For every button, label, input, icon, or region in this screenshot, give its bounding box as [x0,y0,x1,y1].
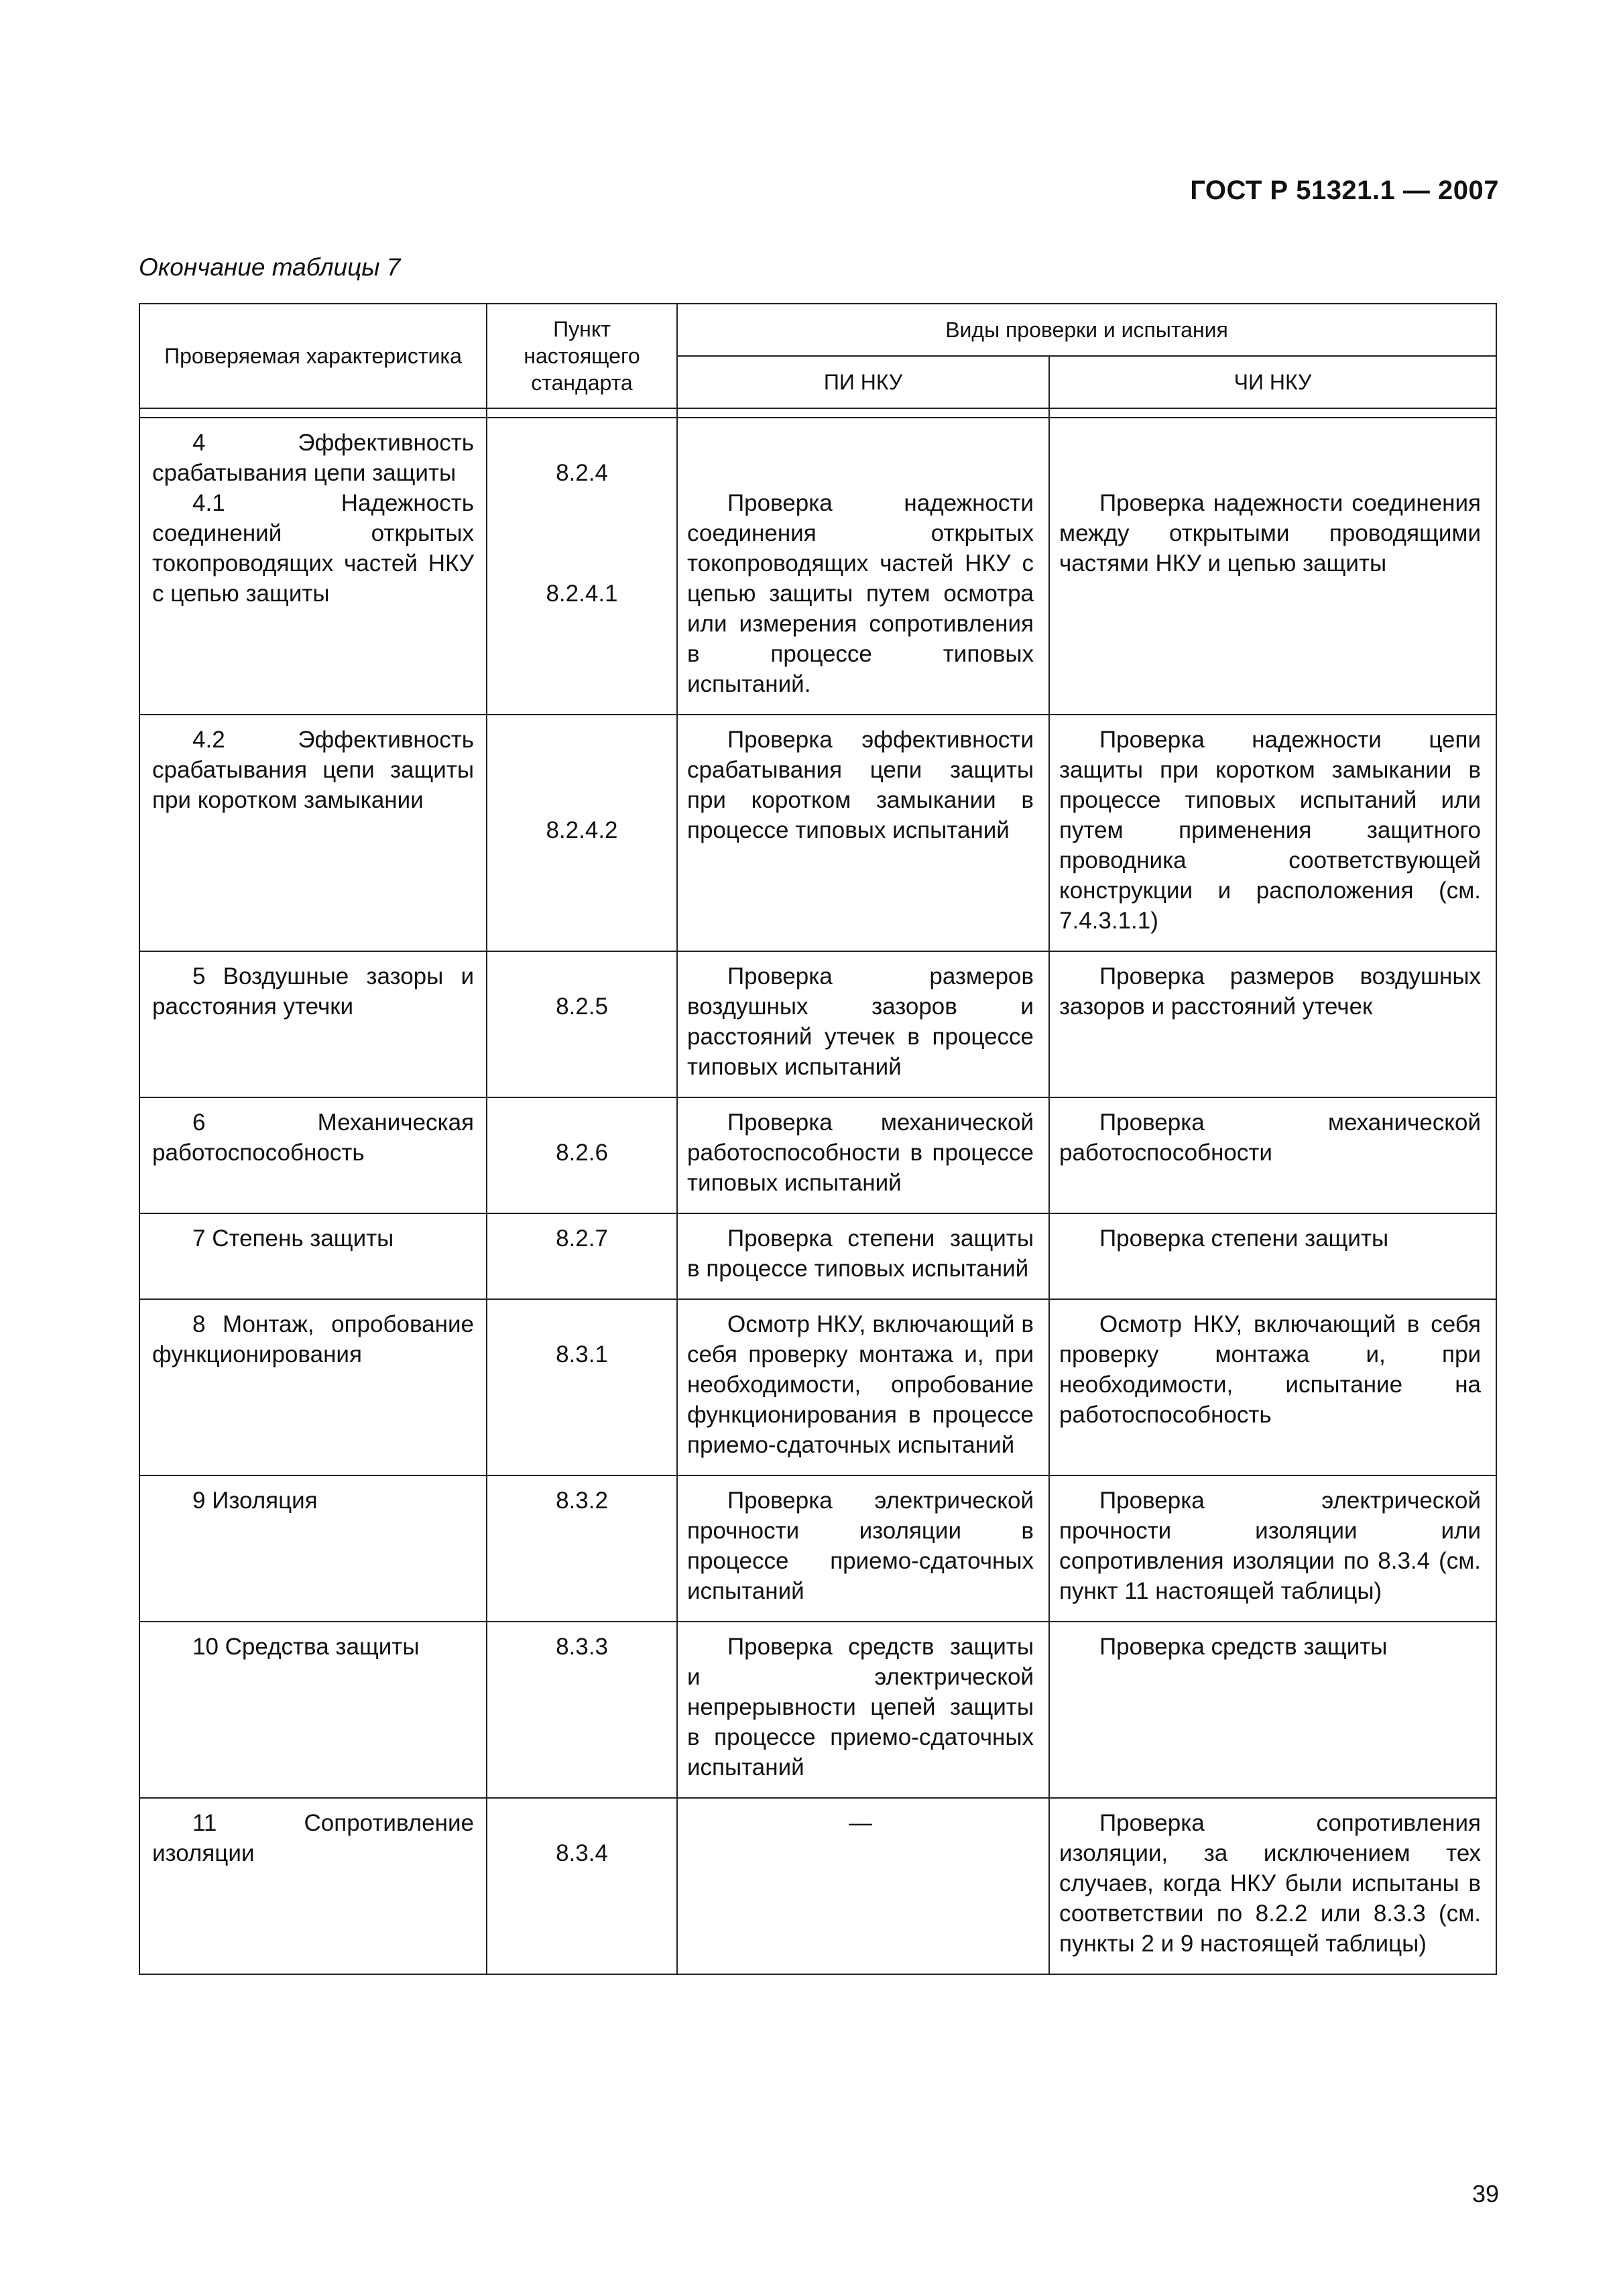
row-pi [677,1097,1049,1213]
chi-text: Проверка размеров воздушных зазоров и расстояний утечек [1059,963,1482,1020]
page-number: 39 [1471,2180,1499,2208]
row-chi [1049,1097,1496,1213]
header-clause: Пункт настоящего стандарта [487,304,677,408]
characteristic-text: 4.2 Эффективность срабатывания цепи защиты при коротком замыкании [152,727,474,813]
row-clause [487,715,677,951]
table-row [139,1213,1496,1299]
header-separator [139,408,1496,418]
row-clause [487,951,677,1097]
clause-number: 8.3.1 [556,1341,608,1368]
pi-text: Проверка размеров воздушных зазоров и расстояний утечек в процессе типовых испытаний [687,963,1034,1080]
pi-text: Осмотр НКУ, включающий в себя проверку монтажа и, при необходимости, опробование функционирования в процессе приемо-сдаточных испытаний [687,1311,1034,1458]
row-pi [677,715,1049,951]
row-chi [1049,418,1496,715]
pi-text: Проверка электрической прочности изоляции в процессе приемо-сдаточных испытаний [687,1488,1034,1604]
table-header [139,304,1496,408]
row-pi [677,1622,1049,1798]
characteristic-text: 4 Эффективность срабатывания цепи защиты [152,430,474,486]
row-characteristic [139,1622,487,1798]
row-chi [1049,1213,1496,1299]
row-characteristic [139,1213,487,1299]
pi-text: Проверка степени защиты в процессе типовых испытаний [687,1225,1034,1282]
table-row [139,1622,1496,1798]
characteristic-text: 9 Изоляция [192,1488,318,1514]
pi-text: — [849,1810,872,1836]
clause-number: 8.3.4 [556,1840,608,1866]
header-characteristic: Проверяемая характеристика [139,304,487,408]
header-test-types: Виды проверки и испытания [677,304,1496,356]
clause-number: 8.2.6 [556,1140,608,1166]
characteristic-text: 8 Монтаж, опробование функционирования [152,1311,474,1368]
table-row [139,1299,1496,1475]
clause-number: 8.2.4.1 [546,581,618,607]
chi-text: Проверка электрической прочности изоляции или сопротивления изоляции по 8.3.4 (см. пункт 11 настоящей таблицы) [1059,1488,1482,1604]
row-characteristic [139,951,487,1097]
table-row [139,951,1496,1097]
row-pi [677,1299,1049,1475]
document-code: ГОСТ Р 51321.1 — 2007 [1190,176,1499,205]
clause-number: 8.2.4.2 [546,817,618,843]
characteristic-text: 11 Сопротивление изоляции [152,1810,474,1866]
row-pi [677,1475,1049,1622]
clause-number: 8.3.2 [556,1488,608,1514]
characteristic-text: 6 Механическая работоспособность [152,1109,474,1166]
pi-text: Проверка механической работоспособности в процессе типовых испытаний [687,1109,1034,1196]
row-clause [487,1622,677,1798]
row-pi [677,1798,1049,1974]
row-pi [677,418,1049,715]
row-chi [1049,715,1496,951]
row-pi [677,1213,1049,1299]
row-clause [487,1475,677,1622]
table-7 [139,303,1497,1975]
chi-text: Проверка надежности соединения между открытыми проводящими частями НКУ и цепью защиты [1059,490,1482,577]
row-characteristic [139,1097,487,1213]
row-clause [487,1097,677,1213]
row-characteristic [139,1798,487,1974]
characteristic-text: 7 Степень защиты [192,1225,394,1252]
row-characteristic [139,1299,487,1475]
row-clause [487,1299,677,1475]
chi-text: Осмотр НКУ, включающий в себя проверку монтажа и, при необходимости, испытание на работоспособность [1059,1311,1482,1428]
table-row [139,715,1496,951]
chi-text: Проверка сопротивления изоляции, за исключением тех случаев, когда НКУ были испытаны в соответствии по 8.2.2 или 8.3.3 (см. пункты 2 и 9 настоящей таблицы) [1059,1810,1482,1957]
row-characteristic [139,715,487,951]
row-characteristic [139,1475,487,1622]
chi-text: Проверка средств защиты [1099,1634,1388,1660]
row-pi [677,951,1049,1097]
table-row [139,1097,1496,1213]
table-row [139,1798,1496,1974]
chi-text: Проверка надежности цепи защиты при коротком замыкании в процессе типовых испытаний или путем применения защитного проводника соответствующей конструкции и расположения (см. 7.4.3.1.1) [1059,727,1482,934]
characteristic-text: 10 Средства защиты [192,1634,420,1660]
clause-number: 8.3.3 [556,1634,608,1660]
characteristic-text: 5 Воздушные зазоры и расстояния утечки [152,963,474,1020]
row-chi [1049,1299,1496,1475]
chi-text: Проверка степени защиты [1099,1225,1389,1252]
characteristic-text: 4.1 Надежность соединений открытых токопроводящих частей НКУ с цепью защиты [152,490,474,607]
pi-text: Проверка надежности соединения открытых токопроводящих частей НКУ с цепью защиты путем осмотра или измерения сопротивления в процессе типовых испытаний. [687,490,1034,697]
row-chi [1049,1622,1496,1798]
clause-number: 8.2.4 [556,460,608,486]
header-chi: ЧИ НКУ [1049,356,1496,408]
row-chi [1049,1798,1496,1974]
clause-number: 8.2.7 [556,1225,608,1252]
header-pi: ПИ НКУ [677,356,1049,408]
row-clause [487,418,677,715]
table-row [139,1475,1496,1622]
table-caption: Окончание таблицы 7 [139,253,401,281]
clause-number: 8.2.5 [556,993,608,1020]
row-clause [487,1213,677,1299]
pi-text: Проверка эффективности срабатывания цепи защиты при коротком замыкании в процессе типовых испытаний [687,727,1034,843]
row-characteristic [139,418,487,715]
row-chi [1049,951,1496,1097]
chi-text: Проверка механической работоспособности [1059,1109,1482,1166]
row-chi [1049,1475,1496,1622]
table-row [139,418,1496,715]
pi-text: Проверка средств защиты и электрической непрерывности цепей защиты в процессе приемо-сдаточных испытаний [687,1634,1034,1780]
row-clause [487,1798,677,1974]
